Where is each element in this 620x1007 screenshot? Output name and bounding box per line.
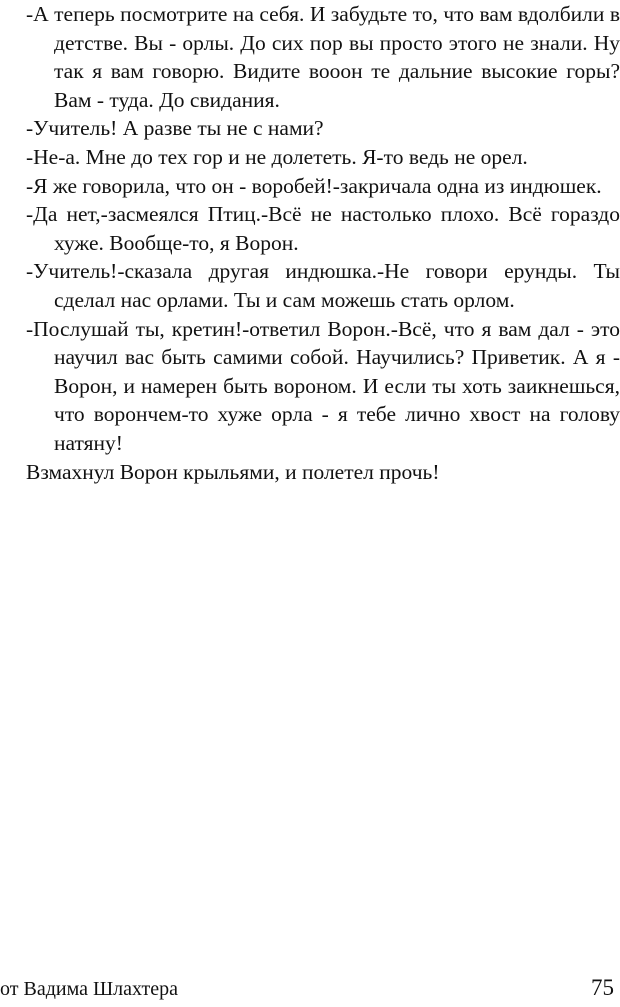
paragraph: -Да нет,-засмеялся Птиц.-Всё не настолько плохо. Всё гораздо хуже. Вообще-то, я Ворон.: [26, 202, 620, 255]
paragraph: -Послушай ты, кретин!-ответил Ворон.-Всё, что я вам дал - это научил вас быть самими собой. Научились? Приветик. А я - Ворон, и намерен быть вороном. И если ты хоть заикнешься, что ворончем-то хуже орла - я тебе лично хвост на голову натяну!: [26, 316, 620, 455]
paragraph: -Учитель! А разве ты не с нами?: [26, 116, 324, 141]
footer-author: от Вадима Шлахтера: [0, 978, 178, 1000]
paragraph: -Не-а. Мне до тех гор и не долететь. Я-то ведь не орел.: [26, 144, 528, 169]
paragraph: Взмахнул Ворон крыльями, и полетел прочь!: [26, 459, 440, 484]
paragraph: -Я же говорила, что он - воробей!-закричала одна из индюшек.: [26, 173, 602, 198]
paragraph: -А теперь посмотрите на себя. И забудьте то, что вам вдолбили в детстве. Вы - орлы. До сих пор вы просто этого не знали. Ну так я вам говорю. Видите вооон те дальние высокие горы? Вам - туда. До свидания.: [26, 2, 620, 112]
page-number: 75: [591, 975, 614, 1000]
body-text: [26, 0, 620, 486]
paragraph: -Учитель!-сказала другая индюшка.-Не говори ерунды. Ты сделал нас орлами. Ты и сам можешь стать орлом.: [26, 259, 620, 312]
